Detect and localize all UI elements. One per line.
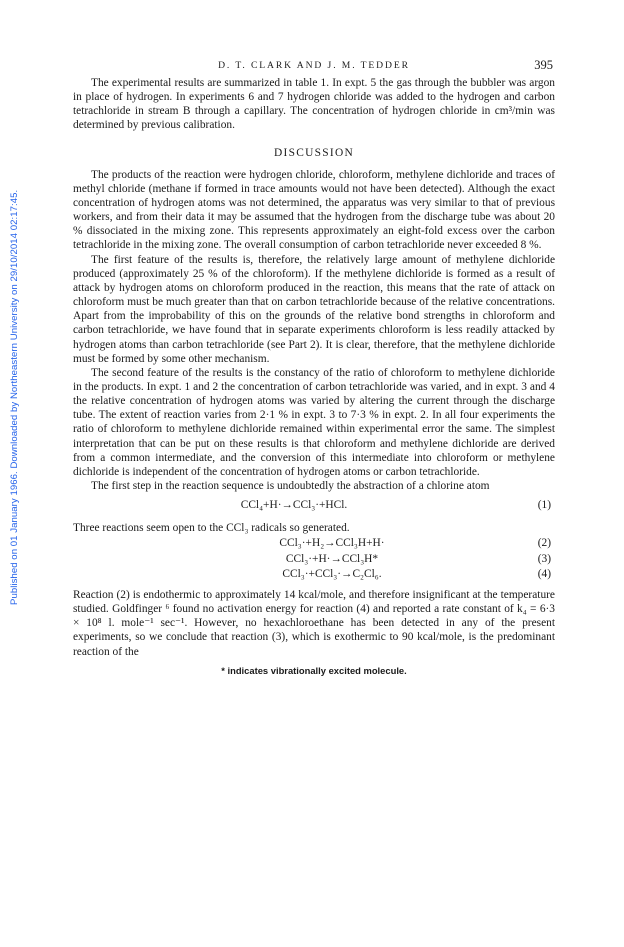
equation-1-expr: CCl₄+H·→CCl₃·+HCl. [240, 499, 348, 512]
paragraph-1: The products of the reaction were hydrogen chloride, chloroform, methylene dichloride and traces of methyl chloride (methane if formed in trace amounts would not have been detected). Although the exact concentration of hydrogen atoms was not determined, the apparatus was very similar to that of previous workers, and from their data it may be assumed that the hydrogen from the discharge tube was about 20 % dissociated in the mixing zone. This represents approximately an eight-fold excess over the carbon tetrachloride in the mixing zone. The overall consumption of carbon tetrachloride never exceeded 8 %. [73, 168, 555, 252]
paragraph-3: The second feature of the results is the constancy of the ratio of chloroform to methylene dichloride in the products. In expt. 1 and 2 the concentration of carbon tetrachloride was varied, and in expt. 3 and 4 the relative concentration of hydrogen atoms was varied by altering the current through the discharge tube. The extent of reaction varies from 2·1 % in expt. 3 to 7·3 % in expt. 2. In all four experiments the ratio of chloroform to methylene dichloride remained within experimental error the same. The simplest interpretation that can be put on these results is that chloroform and methylene dichloride are derived from a common intermediate, and the conversion of this intermediate into chloroform or methylene dichloride is independent of the concentration of hydrogen atoms or carbon tetrachloride. [73, 366, 555, 478]
equation-2-expr: CCl₃·+H₂→CCl₃H+H· [279, 537, 385, 550]
equation-group [73, 537, 555, 584]
equation-3-expr: CCl₃·+H·→CCl₃H* [285, 552, 379, 565]
intro-paragraph: The experimental results are summarized in table 1. In expt. 5 the gas through the bubbler was argon in place of hydrogen. In experiments 6 and 7 hydrogen chloride was added to the hydrogen and carbon tetrachloride in stream B through a capillary. The concentration of hydrogen chloride in cm³/min was determined by previous calibration. [73, 77, 555, 132]
running-head: D. T. CLARK AND J. M. TEDDER [218, 60, 410, 71]
page-number: 395 [534, 58, 553, 72]
final-paragraph: Reaction (2) is endothermic to approximately 14 kcal/mole, and therefore insignificant at the temperature studied. Goldfinger ⁶ found no activation energy for reaction (4) and reported a rate constant of k₄ = 6·3 × 10⁸ l. mole⁻¹ sec⁻¹. However, no hexachloroethane has been detected in any of the present experiments, so we conclude that reaction (3), which is exothermic to 90 kcal/mole, is the predominant reaction of the [73, 588, 555, 658]
equation-2-number: (2) [537, 537, 551, 550]
equation-1 [73, 499, 555, 515]
download-notice-text: Published on 01 January 1966. Downloaded by Northeastern University on 29/10/2014 02:17:45. [9, 189, 20, 605]
equation-3 [73, 553, 555, 569]
equation-1-number: (1) [537, 499, 551, 512]
article-page [73, 58, 555, 676]
bridge-text: Three reactions seem open to the CCl₃ radicals so generated. [73, 522, 350, 535]
download-notice [1, 150, 20, 605]
equation-3-number: (3) [537, 552, 551, 565]
equation-4 [73, 568, 555, 584]
footnote: * indicates vibrationally excited molecule. [221, 664, 407, 676]
equation-4-expr: CCl₃·+CCl₃·→C₂Cl₆. [282, 568, 382, 581]
section-title: DISCUSSION [273, 146, 355, 159]
page-header [73, 58, 555, 76]
paragraph-4: The first step in the reaction sequence is undoubtedly the abstraction of a chlorine atom [91, 480, 490, 493]
equation-2 [73, 537, 555, 553]
equation-4-number: (4) [537, 568, 551, 581]
paragraph-2: The first feature of the results is, therefore, the relatively large amount of methylene dichloride produced (approximately 25 % of the chloroform). If the methylene dichloride is formed as a result of attack by hydrogen atoms on chloroform produced in the reaction, this means that the rate of attack on chloroform must be much greater than that on carbon tetrachloride because of the relative concentrations. Apart from the improbability of this on the grounds of the relative bond strengths in chloroform and carbon tetrachloride, we have found that in separate experiments chloroform is less readily attacked by hydrogen atoms than carbon tetrachloride (see Part 2). It is clear, therefore, that the methylene dichloride must be formed by some other mechanism. [73, 253, 555, 365]
